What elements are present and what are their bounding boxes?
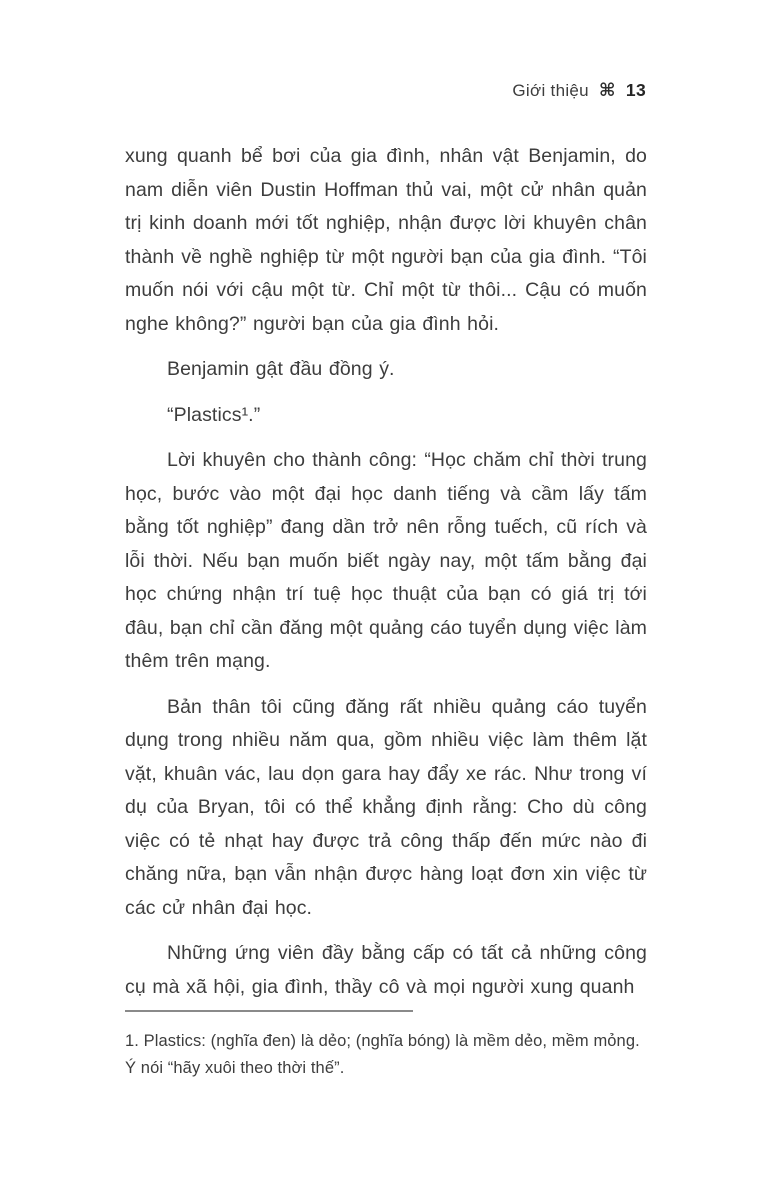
body-paragraph: Benjamin gật đầu đồng ý. (167, 358, 395, 380)
footnote-divider (125, 1010, 413, 1012)
page-number: 13 (625, 80, 646, 100)
footnote-area (125, 1010, 647, 1081)
body-paragraph: xung quanh bể bơi của gia đình, nhân vật Benjamin, do nam diễn viên Dustin Hoffman thủ vai, một cử nhân quản trị kinh doanh mới tốt nghiệp, nhận được lời khuyên chân thành về nghề nghiệp từ một người bạn của gia đình. “Tôi muốn nói với cậu một từ. Chỉ một từ thôi... Cậu có muốn nghe không?” người bạn của gia đình hỏi. (125, 145, 647, 335)
page-body (125, 140, 647, 1004)
body-paragraph: Những ứng viên đầy bằng cấp có tất cả những công cụ mà xã hội, gia đình, thầy cô và mọi người xung quanh (125, 942, 647, 998)
command-separator-icon: ⌘ (598, 80, 616, 100)
footnote-text: 1. Plastics: (nghĩa đen) là dẻo; (nghĩa bóng) là mềm dẻo, mềm mỏng. Ý nói “hãy xuôi theo thời thế”. (125, 1032, 640, 1077)
section-title: Giới thiệu (512, 80, 589, 100)
page-header (512, 80, 646, 101)
body-paragraph: Lời khuyên cho thành công: “Học chăm chỉ thời trung học, bước vào một đại học danh tiếng và cầm lấy tấm bằng tốt nghiệp” đang dần trở nên rỗng tuếch, cũ rích và lỗi thời. Nếu bạn muốn biết ngày nay, một tấm bằng đại học chứng nhận trí tuệ học thuật của bạn có giá trị tới đâu, bạn chỉ cần đăng một quảng cáo tuyển dụng việc làm thêm trên mạng. (125, 449, 647, 672)
body-paragraph: Bản thân tôi cũng đăng rất nhiều quảng cáo tuyển dụng trong nhiều năm qua, gồm nhiều việc làm thêm lặt vặt, khuân vác, lau dọn gara hay đẩy xe rác. Như trong ví dụ của Bryan, tôi có thể khẳng định rằng: Cho dù công việc có tẻ nhạt hay được trả công thấp đến mức nào đi chăng nữa, bạn vẫn nhận được hàng loạt đơn xin việc từ các cử nhân đại học. (125, 695, 647, 919)
body-paragraph: “Plastics¹.” (167, 403, 261, 426)
